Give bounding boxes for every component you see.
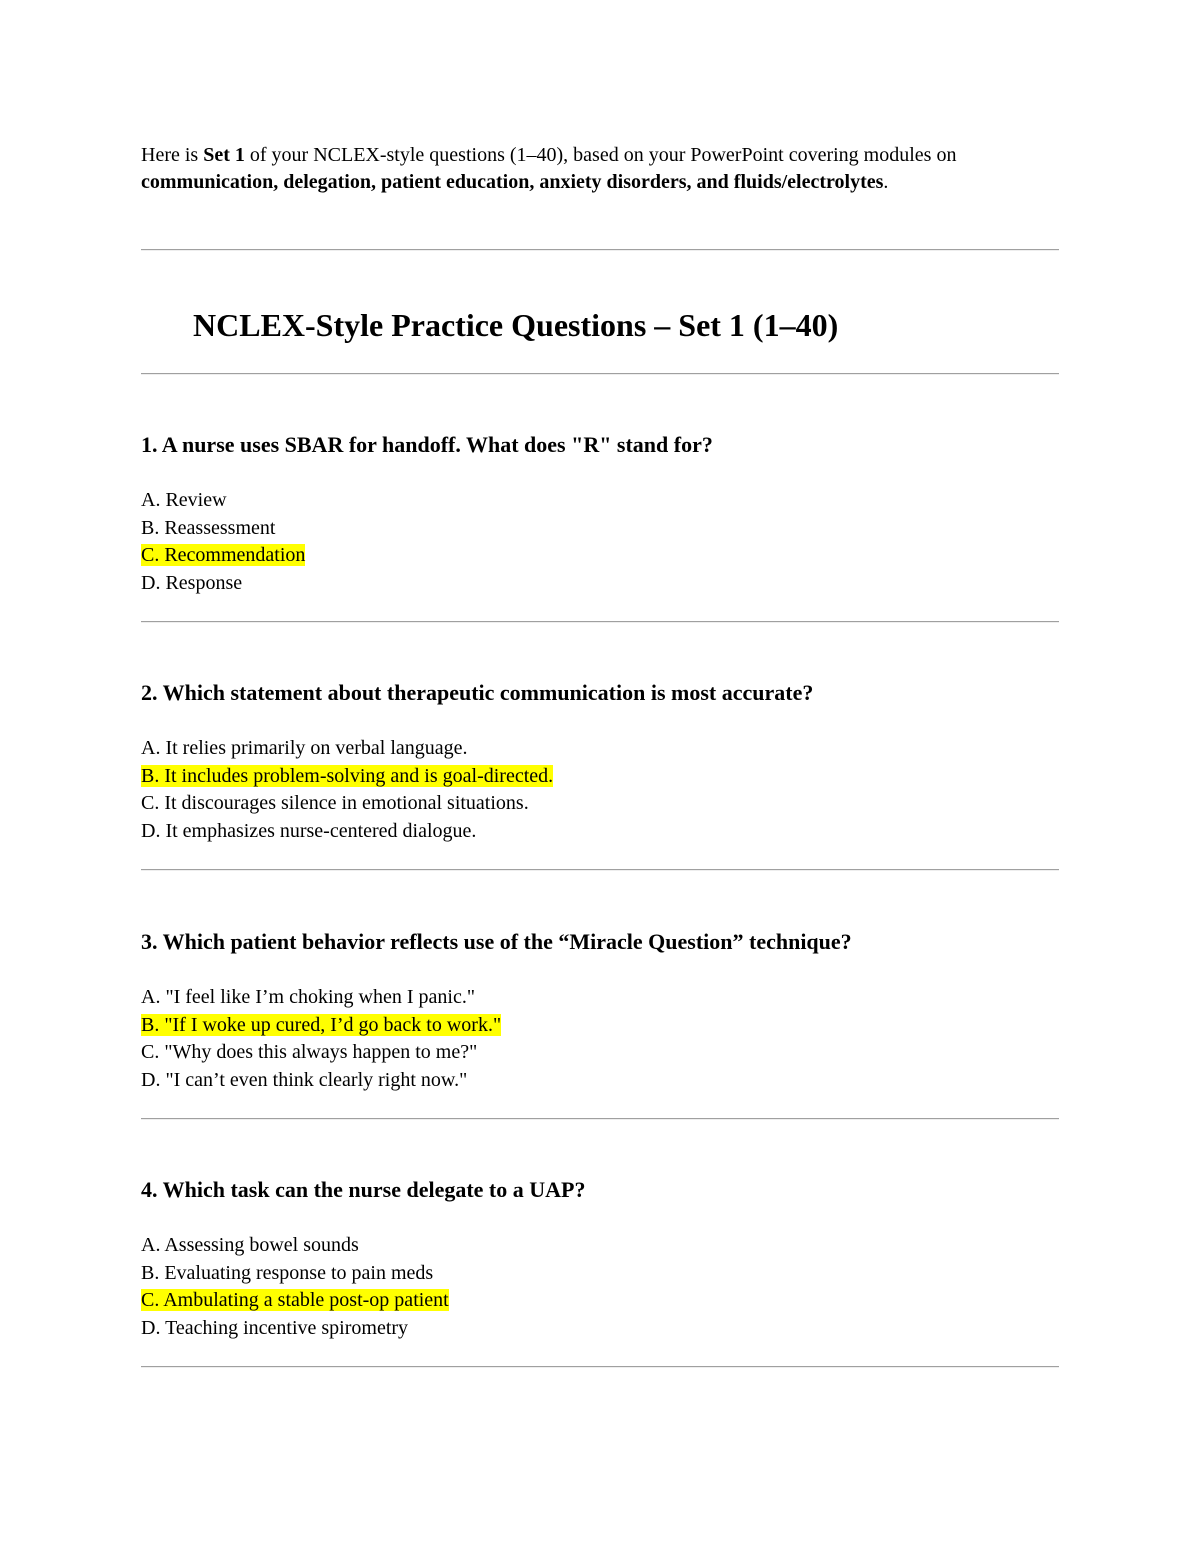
answer-option: B. Evaluating response to pain meds [141, 1261, 434, 1284]
answer-option: B. Reassessment [141, 516, 276, 539]
answer-option: D. It emphasizes nurse-centered dialogue. [141, 819, 477, 842]
intro-text: of your NCLEX-style questions (1–40), based on your PowerPoint covering modules on [244, 144, 957, 166]
answer-options [141, 487, 305, 597]
answer-option-highlighted: C. Recommendation [141, 544, 306, 566]
question-heading: 1. A nurse uses SBAR for handoff. What does "R" stand for? [141, 432, 713, 457]
answer-options [141, 735, 553, 845]
question-heading: 4. Which task can the nurse delegate to a UAP? [141, 1177, 586, 1202]
answer-option-highlighted: C. Ambulating a stable post-op patient [141, 1289, 449, 1311]
divider [141, 1366, 1059, 1368]
answer-option: A. Review [141, 489, 227, 511]
answer-option-highlighted: B. It includes problem-solving and is goal-directed. [141, 764, 554, 787]
answer-option-highlighted: B. "If I woke up cured, I’d go back to work." [141, 1013, 502, 1036]
answer-options [141, 984, 501, 1094]
intro-text: . [883, 171, 889, 193]
answer-option: C. "Why does this always happen to me?" [141, 1041, 478, 1063]
page-title: NCLEX-Style Practice Questions – Set 1 (1–40) [193, 307, 839, 343]
answer-option: C. It discourages silence in emotional situations. [141, 792, 529, 814]
intro-paragraph [141, 142, 1021, 196]
intro-set-label: Set 1 [203, 144, 245, 166]
answer-option: A. Assessing bowel sounds [141, 1234, 359, 1256]
intro-modules: communication, delegation, patient education, anxiety disorders, and fluids/electrolytes [141, 171, 884, 193]
answer-option: D. Teaching incentive spirometry [141, 1316, 409, 1339]
answer-option: D. "I can’t even think clearly right now." [141, 1068, 468, 1091]
intro-text: Here is [141, 144, 204, 166]
divider [141, 249, 1059, 251]
divider [141, 869, 1059, 871]
answer-option: A. It relies primarily on verbal language. [141, 737, 468, 759]
question-heading: 3. Which patient behavior reflects use of the “Miracle Question” technique? [141, 929, 852, 954]
divider [141, 621, 1059, 623]
divider [141, 373, 1059, 375]
question-heading: 2. Which statement about therapeutic communication is most accurate? [141, 680, 814, 705]
answer-option: A. "I feel like I’m choking when I panic." [141, 986, 475, 1008]
answer-options [141, 1232, 449, 1342]
divider [141, 1118, 1059, 1120]
answer-option: D. Response [141, 571, 243, 594]
